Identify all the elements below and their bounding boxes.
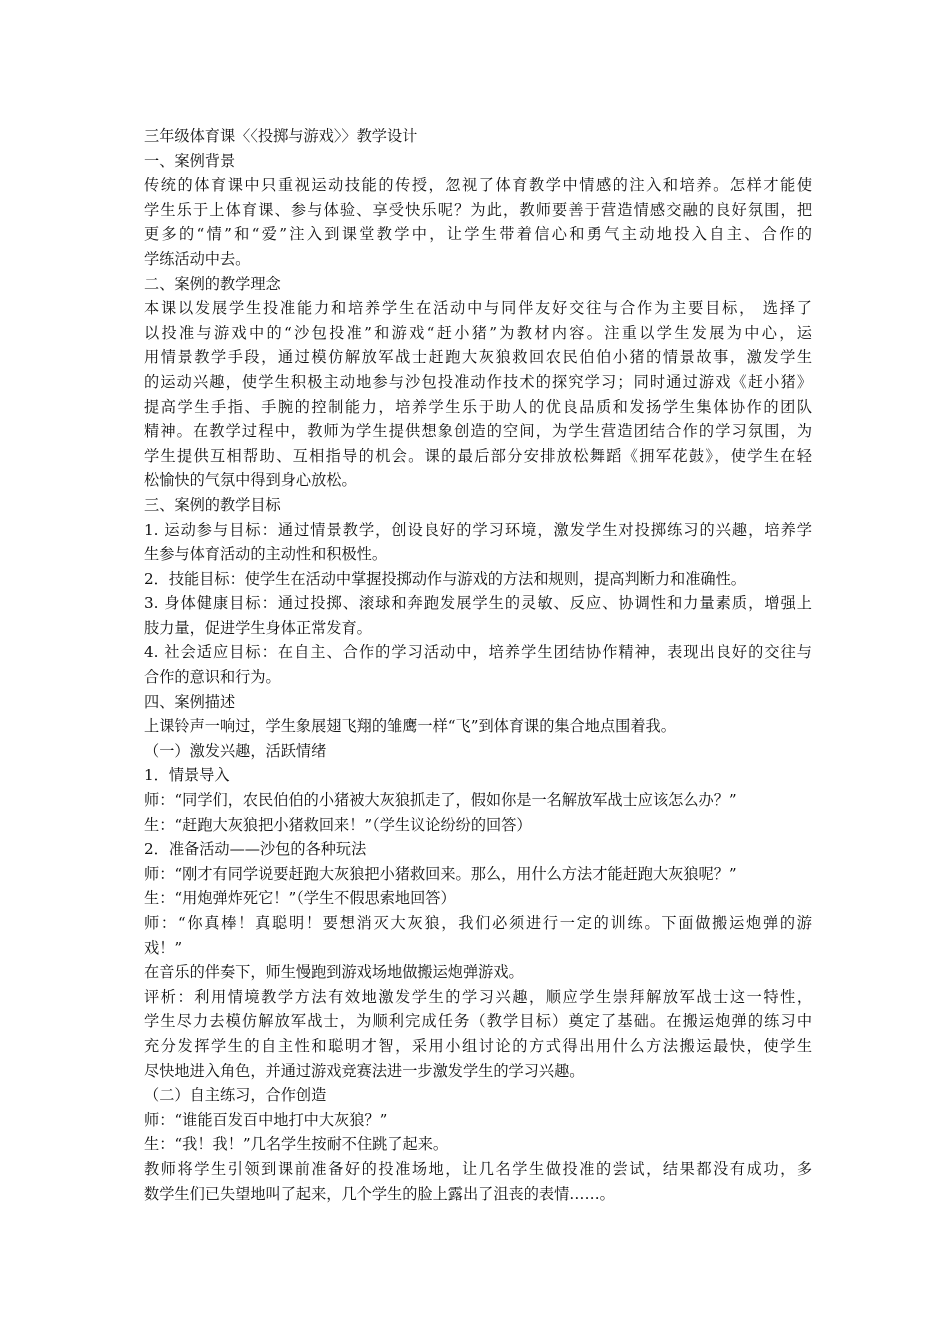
section-heading: 二、案例的教学理念 <box>144 274 281 293</box>
text-line: 肢力量，促进学生身体正常发育。 <box>144 618 372 637</box>
document-title: 三年级体育课〈〈投掷与游戏〉〉教学设计 <box>144 127 418 145</box>
text-line: 学练活动中去。 <box>144 249 251 268</box>
subsection-heading: （二）自主练习，合作创造 <box>144 1086 327 1105</box>
text-line: 用情景教学手段，通过模仿解放军战士赶跑大灰狼救回农民伯伯小猪的情景故事，激发学生 <box>144 348 812 367</box>
text-line: 3. 身体健康目标：通过投掷、滚球和奔跑发展学生的灵敏、反应、协调性和力量素质，增强上 <box>144 594 812 613</box>
text-line: 数学生们已失望地叫了起来，几个学生的脸上露出了沮丧的表情……。 <box>144 1184 615 1203</box>
text-line: 1. 运动参与目标：通过情景教学，创设良好的学习环境，激发学生对投掷练习的兴趣，培养学 <box>144 520 812 539</box>
text-line: 尽快地进入角色，并通过游戏竞赛法进一步激发学生的学习兴趣。 <box>144 1061 585 1080</box>
text-line: 本课以发展学生投准能力和培养学生在活动中与同伴友好交往与合作为主要目标， 选择了 <box>144 299 812 318</box>
text-line: 2．技能目标：使学生在活动中掌握投掷动作与游戏的方法和规则，提高判断力和准确性。 <box>144 569 746 588</box>
text-line: 4. 社会适应目标：在自主、合作的学习活动中，培养学生团结协作精神，表现出良好的交往与 <box>144 643 812 662</box>
text-line: 精神。在教学过程中，教师为学生提供想象创造的空间，为学生营造团结合作的学习氛围，为 <box>144 422 812 441</box>
dialogue-line: 师：“谁能百发百中地打中大灰狼？” <box>144 1110 388 1129</box>
section-heading: 一、案例背景 <box>144 151 236 170</box>
text-line: 教师将学生引领到课前准备好的投准场地，让几名学生做投准的尝试，结果都没有成功，多 <box>144 1159 812 1178</box>
dialogue-line: 戏！” <box>144 938 183 957</box>
text-line: 松愉快的气氛中得到身心放松。 <box>144 471 357 490</box>
text-line: 提高学生手指、手腕的控制能力，培养学生乐于助人的优良品质和发扬学生集体协作的团队 <box>144 397 812 416</box>
text-line: 学生尽力去模仿解放军战士，为顺利完成任务（教学目标）奠定了基础。在搬运炮弹的练习中 <box>144 1012 812 1031</box>
dialogue-line: 生：“赶跑大灰狼把小猪救回来！”（学生议论纷纷的回答） <box>144 815 532 834</box>
section-heading: 三、案例的教学目标 <box>144 495 281 514</box>
section-heading: 四、案例描述 <box>144 692 236 711</box>
dialogue-line: 师：“你真棒！真聪明！要想消灭大灰狼，我们必须进行一定的训练。下面做搬运炮弹的游 <box>144 914 812 932</box>
text-line: 生参与体育活动的主动性和积极性。 <box>144 545 387 564</box>
text-line: 的运动兴趣，使学生积极主动地参与沙包投准动作技术的探究学习；同时通过游戏《赶小猪》 <box>144 372 812 391</box>
text-line: 合作的意识和行为。 <box>144 668 281 687</box>
dialogue-line: 师：“刚才有同学说要赶跑大灰狼把小猪救回来。那么，用什么方法才能赶跑大灰狼呢？” <box>144 864 737 883</box>
dialogue-line: 师：“同学们，农民伯伯的小猪被大灰狼抓走了，假如你是一名解放军战士应该怎么办？” <box>144 791 737 810</box>
document-body <box>144 124 812 1206</box>
text-line: 2．准备活动——沙包的各种玩法 <box>144 840 367 859</box>
text-line: 更多的“情”和“爱”注入到课堂教学中，让学生带着信心和勇气主动地投入自主、合作的 <box>144 225 812 244</box>
dialogue-line: 生：“我！我！”几名学生按耐不住跳了起来。 <box>144 1135 449 1154</box>
text-line: 1．情景导入 <box>144 766 230 785</box>
text-line: 评析：利用情境教学方法有效地激发学生的学习兴趣，顺应学生崇拜解放军战士这一特性， <box>144 987 812 1006</box>
text-line: 上课铃声一响过，学生象展翅飞翔的雏鹰一样“飞”到体育课的集合地点围着我。 <box>144 717 676 736</box>
text-line: 充分发挥学生的自主性和聪明才智，采用小组讨论的方式得出用什么方法搬运最快，使学生 <box>144 1036 812 1055</box>
text-line: 学生乐于上体育课、参与体验、享受快乐呢？为此，教师要善于营造情感交融的良好氛围，把 <box>144 200 812 219</box>
text-line: 传统的体育课中只重视运动技能的传授，忽视了体育教学中情感的注入和培养。怎样才能使 <box>144 176 812 195</box>
text-line: 在音乐的伴奏下，师生慢跑到游戏场地做搬运炮弹游戏。 <box>144 963 524 982</box>
text-line: 学生提供互相帮助、互相指导的机会。课的最后部分安排放松舞蹈《拥军花鼓》，使学生在轻 <box>144 446 812 465</box>
text-line: 以投准与游戏中的“沙包投准”和游戏“赶小猪”为教材内容。注重以学生发展为中心，运 <box>144 323 812 342</box>
subsection-heading: （一）激发兴趣，活跃情绪 <box>144 741 327 760</box>
dialogue-line: 生：“用炮弹炸死它！”（学生不假思索地回答） <box>144 889 456 908</box>
